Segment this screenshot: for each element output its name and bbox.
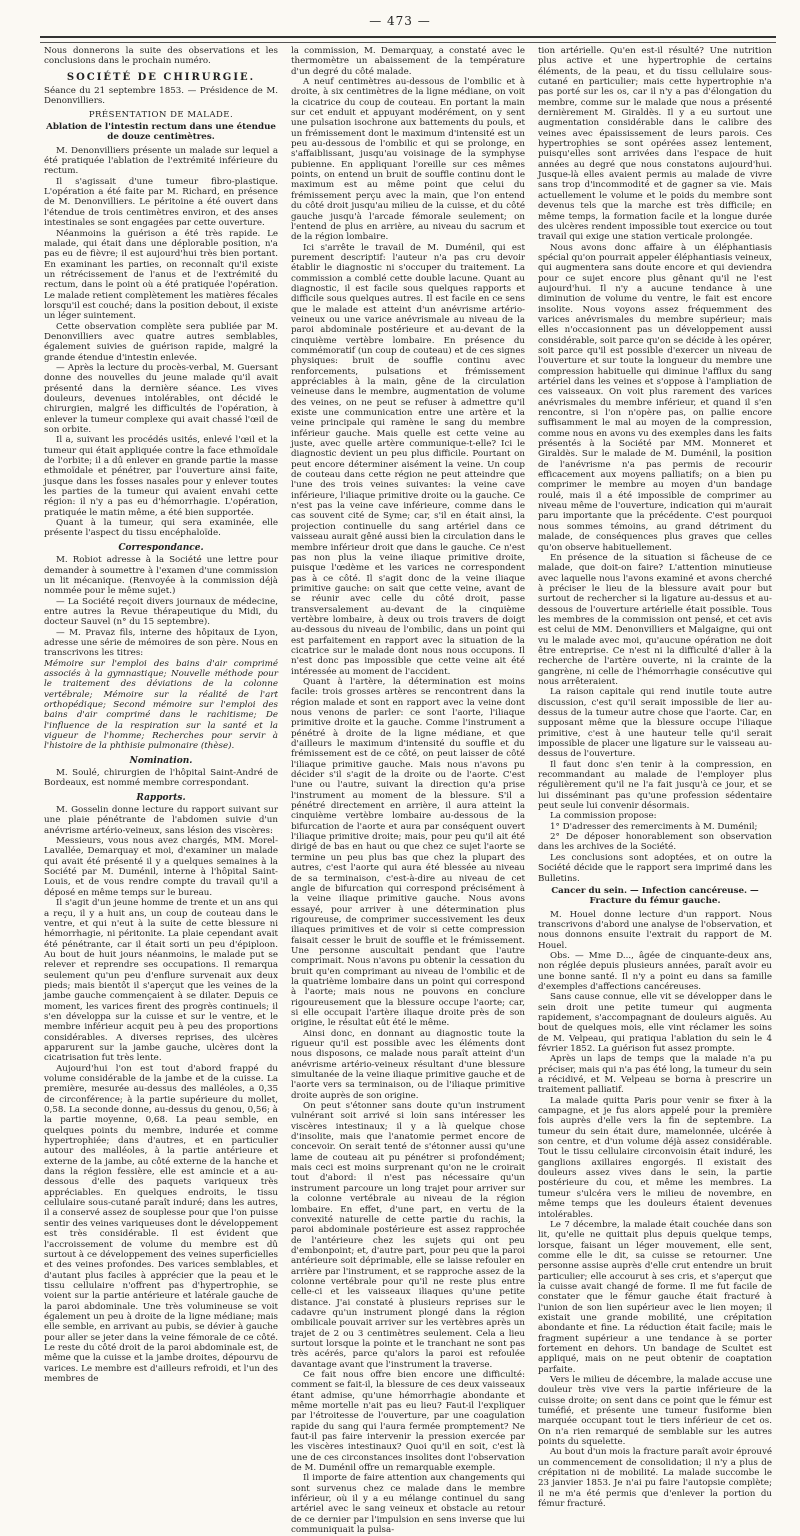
paragraph: La raison capitale qui rend inutile toute autre discussion, c'est qu'il serait impossible de lier au-dessus de la tumeur autre chose que l'aorte. Car, en supposant même que la blessure occupe l'iliaque primitive, c'est à une hauteur telle qu'il serait impossible de placer une ligature sur le vaisseau au-dessus de l'ouverture. (538, 687, 772, 760)
paragraph: Quant à la tumeur, qui sera examinée, elle présente l'aspect du tissu encéphaloïde. (44, 518, 278, 539)
text-columns (44, 46, 772, 1536)
paragraph: 1° D'adresser des remerciments à M. Duménil; (550, 821, 758, 832)
paragraph: Ici s'arrête le travail de M. Duménil, qui est purement descriptif: l'auteur n'a pas cru devoir établir le diagnostic ni s'occuper du traitement. La commission a comblé cette double lacune. Quant au diagnostic, il est facile sous quelques rapports et difficile sous quelques autres. Il est facile en ce sens que le malade est atteint d'un anévrisme artério-veineux ou une varice anévrismale au niveau de la paroi abdominale postérieure et au-devant de la cinquième vertèbre lombaire. En présence du commémoratif (un coup de couteau) et de ces signes physiques: bruit de souffle continu avec renforcements, pulsations et frémissement appréciables à la main, gêne de la circulation veineuse dans le membre, augmentation de volume des veines, on ne peut se refuser à admettre qu'il existe une communication entre une artère et la veine principale qui ramène le sang du membre inférieur gauche. Mais quelle est cette veine au juste, avec quelle artère communique-t-elle? Ici le diagnostic devient un peu plus difficile. Pourtant on peut encore déterminer aisément la veine. Un coup de couteau dans cette région ne peut atteindre que l'une des trois veines suivantes: la veine cave inférieure, l'iliaque primitive droite ou la gauche. Ce n'est pas la veine cave inférieure, comme dans le cas souvent cité de Syme; car, s'il en était ainsi, la projection continuelle du sang artériel dans ce vaisseau aurait gêné aussi bien la circulation dans le membre inférieur droit que dans le gauche. Ce n'est pas non plus la veine iliaque primitive droite, puisque l'œdème et les varices ne correspondent pas à ce côté. Il s'agit donc de la veine iliaque primitive gauche: on sait que cette veine, avant de se réunir avec celle du côté droit, passe transversalement au-devant de la cinquième vertèbre lombaire, à deux ou trois travers de doigt au-dessous du niveau de l'ombilic, dans un point qui est parfaitement en rapport avec la situation de la cicatrice sur le malade dont nous nous occupons. Il n'est donc pas impossible que cette veine ait été intéressée au moment de l'accident. (291, 242, 525, 677)
session-line: Séance du 21 septembre 1853. — Présidence de M. Denonvilliers. (44, 86, 278, 107)
subsection-heading: Nomination. (129, 755, 193, 766)
subsection-heading: Rapports. (136, 792, 186, 803)
paragraph: Il importe de faire attention aux changements qui sont survenus chez ce malade dans le membre inférieur, où il y a eu mélange continuel du sang artériel avec le sang veineux et obstacle au retour de ce dernier par l'impulsion en sens inverse que lui communiquait la pulsa- (291, 1473, 525, 1536)
paragraph: La commission propose: (550, 811, 657, 822)
paragraph: — La Société reçoit divers journaux de médecine, entre autres la Revue thérapeutique du Midi, du docteur Sauvel (n° du 15 septembre). (44, 596, 278, 628)
paragraph: Aujourd'hui l'on est tout d'abord frappé du volume considérable de la jambe et de la cuisse. La première, mesurée au-dessus des malléoles, a 0,35 de circonférence; à la partie supérieure du mollet, 0,58. La seconde donne, au-dessus du genou, 0,56; à la partie moyenne, 0,68. La peau semble, en quelques points du membre, indurée et comme hypertrophiée; dans d'autres, et en particulier autour des malléoles, à la partie antérieure et externe de la jambe, au côté externe de la hanche et dans la région fessière, elle est amincie et a au-dessous d'elle des paquets variqueux très appréciables. En quelques endroits, le tissu cellulaire sous-cutané paraît induré; dans les autres, il a conservé assez de souplesse pour que l'on puisse sentir des veines variqueuses dont le développement est très considérable. Il est évident que l'accroissement de volume du membre est dû surtout à ce développement des veines superficielles et des veines profondes. Des varices semblables, et d'autant plus faciles à apprécier que la peau et le tissu cellulaire n'offrent pas d'hypertrophie, se voient sur la partie antérieure et latérale gauche de la paroi abdominale. Une très volumineuse se voit également un peu à droite de la ligne médiane; mais elle semble, en arrivant au pubis, se dévier à gauche pour aller se jeter dans la veine fémorale de ce côté. Le reste du côté droit de la paroi abdominale est, de même que la cuisse et la jambe droites, dépourvu de varices. Le membre est d'ailleurs refroidi, et l'un des membres de (44, 1063, 278, 1384)
paragraph: Il s'agissait d'une tumeur fibro-plastique. L'opération a été faite par M. Richard, en présence de M. Denonvilliers. Le péritoine a été ouvert dans l'étendue de trois centimètres environ, et des anses intestinales se sont engagées par cette ouverture. (44, 176, 278, 229)
column-middle (291, 46, 525, 1536)
paragraph: — Après la lecture du procès-verbal, M. Guersant donne des nouvelles du jeune malade qu'il avait présenté dans la dernière séance. Les vives douleurs, devenues intolérables, ont décidé le chirurgien, malgré les difficultés de l'opération, à enlever la tumeur complexe qui avait chassé l'œil de son orbite. (44, 362, 278, 436)
paragraph: M. Houel donne lecture d'un rapport. Nous transcrivons d'abord une analyse de l'observation, et nous donnons ensuite l'extrait du rapport de M. Houel. (538, 909, 772, 951)
paragraph: Après un laps de temps que la malade n'a pu préciser, mais qui n'a pas été long, la tumeur du sein a récidivé, et M. Velpeau se borna à prescrire un traitement palliatif. (538, 1054, 772, 1096)
paragraph: Cette observation complète sera publiée par M. Denonvilliers avec quatre autres semblables, également suivies de guérison rapide, malgré la grande étendue d'intestin enlevée. (44, 321, 278, 363)
paragraph: Il faut donc s'en tenir à la compression, en recommandant au malade de l'employer plus régulièrement qu'il ne l'a fait jusqu'à ce jour, et se lui disséminant pas qu'une profession sédentaire peut seule lui convenir désormais. (538, 759, 772, 812)
paragraph: Messieurs, vous nous avez chargés, MM. Morel-Lavallée, Demarquay et moi, d'examiner un malade qui avait été présenté il y a quelques semaines à la Société par M. Duménil, interne à l'hôpital Saint-Louis, et de vous rendre compte du travail qu'il a déposé en même temps sur le bureau. (44, 836, 278, 898)
paragraph: Il s'agit d'un jeune homme de trente et un ans qui a reçu, il y a huit ans, un coup de couteau dans le ventre, et qui n'eut à la suite de cette blessure ni hémorrhagie, ni péritonite. La plaie cependant avait été pénétrante, car il était sorti un peu d'épiploon. Au bout de huit jours néanmoins, le malade put se relever et reprendre ses occupations. Il remarqua seulement qu'un peu d'enflure survenait aux deux pieds; mais bientôt il s'aperçut que les veines de la jambe gauche commençaient à se dilater. Depuis ce moment, les varices firent des progrès continuels; il s'en développa sur la cuisse et sur le ventre, et le membre inférieur acquit peu à peu des proportions considérables. A diverses reprises, des ulcères apparurent sur la jambe gauche, ulcères dont la cicatrisation fut très lente. (44, 898, 278, 1064)
section-title: SOCIÉTÉ DE CHIRURGIE. (66, 71, 256, 83)
paragraph: En présence de la situation si fâcheuse de ce malade, que doit-on faire? L'attention minutieuse avec laquelle nous l'avons examiné et avons cherché à préciser le lieu de la blessure avait pour but surtout de rechercher si la ligature au-dessus et au-dessous de l'ouverture artérielle était possible. Tous les membres de la commission ont pensé, et cet avis est celui de MM. Denonvilliers et Malgaigne, qui ont vu le malade avec moi, qu'aucune opération ne doit être entreprise. Ce n'est ni la difficulté d'aller à la recherche de l'artère ouverte, ni la crainte de la gangrène, ni celle de l'hémorrhagie consécutive qui nous arrêteraient. (538, 552, 772, 687)
memoir-titles: Mémoire sur l'emploi des bains d'air comprimé associés à la gymnastique; Nouvelle méthode pour le traitement des déviations de la colonne vertébrale; Mémoire sur la réalité de l'art orthopédique; Second mémoire sur l'emploi des bains d'air comprimé dans le rachitisme; De l'influence de la respiration sur la santé et la vigueur de l'homme; Recherches pour servir à l'histoire de la phthisie pulmonaire (thèse). (44, 658, 278, 752)
article-title: Ablation de l'intestin rectum dans une étendue de douze centimètres. (46, 122, 276, 143)
paragraph: la commission, M. Demarquay, a constaté avec le thermomètre un abaissement de la température d'un degré du côté malade. (291, 46, 525, 77)
paragraph: Il a, suivant les procédés usités, enlevé l'œil et la tumeur qui était appliquée contre la face ethmoïdale de l'orbite; il a dû enlever en grande partie la masse ethmoïdale et pénétrer, par l'ouverture ainsi faite, jusque dans les fosses nasales pour y enlever toutes les parties de la tumeur qui avaient envahi cette région: il n'y a pas eu d'hémorrhagie. L'opération, pratiquée le matin même, a été bien supportée. (44, 435, 278, 518)
subsection-heading: Correspondance. (118, 542, 204, 553)
paragraph: On peut s'étonner sans doute qu'un instrument vulnérant soit arrivé si loin sans intéresser les viscères intestinaux; il y a là quelque chose d'insolite, mais que l'anatomie permet encore de concevoir. On serait tenté de s'étonner aussi qu'une lame de couteau ait pu pénétrer si profondément; mais ceci est moins surprenant qu'on ne le croirait tout d'abord: il n'est pas nécessaire qu'un instrument parcoure un long trajet pour arriver sur la colonne vertébrale au niveau de la région lombaire. En effet, d'une part, en vertu de la convexité naturelle de cette partie du rachis, la paroi abdominale postérieure est assez rapprochée de l'antérieure chez les sujets qui ont peu d'embonpoint; et, d'autre part, pour peu que la paroi antérieure soit déprimable, elle se laisse refouler en arrière par l'instrument, et se rapproche assez de la colonne vertébrale pour qu'il ne reste plus entre celle-ci et les vaisseaux iliaques qu'une petite distance. J'ai constaté à plusieurs reprises sur le cadavre qu'un instrument plongé dans la région ombilicale pouvait arriver sur les vertèbres après un trajet de 2 ou 3 centimètres seulement. Cela a lieu surtout lorsque la pointe et le tranchant ne sont pas très acérés, parce qu'alors la paroi est refoulée davantage avant que l'instrument la traverse. (291, 1101, 525, 1370)
paragraph: M. Denonvilliers présente un malade sur lequel a été pratiquée l'ablation de l'extrémité inférieure du rectum. (44, 145, 278, 177)
column-right (538, 46, 772, 1510)
paragraph: Néanmoins la guérison a été très rapide. Le malade, qui était dans une déplorable position, n'a pas eu de fièvre; il est aujourd'hui très bien portant. En examinant les parties, on reconnaît qu'il existe un rétrécissement de l'anus et de l'extrémité du rectum, dans le point où a été pratiquée l'opération. Le malade retient complètement les matières fécales lorsqu'il est couché; dans la position debout, il existe un léger suintement. (44, 228, 278, 322)
paragraph: M. Soulé, chirurgien de l'hôpital Saint-André de Bordeaux, est nommé membre correspondant. (44, 768, 278, 789)
paragraph: Les conclusions sont adoptées, et on outre la Société décide que le rapport sera imprimé dans les Bulletins. (538, 852, 772, 884)
paragraph: Quant à l'artère, la détermination est moins facile: trois grosses artères se rencontrent dans la région malade et sont en rapport avec la veine dont nous venons de parler: ce sont l'aorte, l'iliaque primitive droite et la gauche. Comme l'instrument a pénétré à droite de la ligne médiane, et que d'ailleurs le maximum d'intensité du souffle et du frémissement est de ce côté, on peut laisser de côté l'iliaque primitive gauche. Mais nous n'avons pu décider s'il s'agit de la droite ou de l'aorte. C'est l'une ou l'autre, suivant la direction qu'a prise l'instrument au moment de la blessure. S'il a pénétré directement en arrière, il aura atteint la cinquième vertèbre lombaire au-dessous de la bifurcation de l'aorte et aura par conséquent ouvert l'iliaque primitive droite; mais, pour peu qu'il ait été dirigé de bas en haut ou que chez ce sujet l'aorte se termine un peu plus bas que chez la plupart des autres, c'est l'aorte qui aura été blessée au niveau de sa terminaison, c'est-à-dire au niveau de cet angle de bifurcation qui correspond précisément à la veine iliaque primitive gauche. Nous avons essayé, pour arriver à une détermination plus rigoureuse, de comprimer successivement les deux iliaques primitives et de voir si cette compression faisait cesser le bruit de souffle et le frémissement. Une personne auscultait pendant que l'autre comprimait. Nous n'avons pu obtenir la cessation du bruit qu'en comprimant au niveau de l'ombilic et de la quatrième lombaire dans un point qui correspond à l'aorte; mais nous ne pouvons en conclure rigoureusement que la blessure occupe l'aorte; car, si elle occupait l'artère iliaque droite près de son origine, le résultat eût été le même. (291, 676, 525, 1029)
paragraph: A neuf centimètres au-dessous de l'ombilic et à droite, à six centimètres de la ligne médiane, on voit la cicatrice du coup de couteau. En portant la main sur cet enduit et appuyant modérément, on y sent une pulsation isochrone aux battements du pouls, et un frémissement dont le maximum d'intensité est un peu au-dessous de l'ombilic et qui se prolonge, en s'affaiblissant, jusqu'au voisinage de la symphyse pubienne. En appliquant l'oreille sur ces mêmes points, on entend un bruit de souffle continu dont le maximum est au même point que celui du frémissement perçu avec la main, que l'on entend du côté droit jusqu'au milieu de la cuisse, et du côté gauche jusqu'à l'arcade fémorale seulement; on l'entend de plus en arrière, au niveau du sacrum et de la région lombaire. (291, 77, 525, 243)
page-number: — 473 — (369, 14, 431, 28)
paragraph: tion artérielle. Qu'en est-il résulté? Une nutrition plus active et une hypertrophie de certains éléments, de la peau, et du tissu cellulaire sous-cutané en particulier; mais cette hypertrophie n'a pas porté sur les os, car il n'y a pas d'élongation du membre, comme sur le malade que nous a présenté dernièrement M. Giraldès. Il y a eu surtout une augmentation considérable dans le calibre des veines avec épaississement de leurs parois. Ces hypertrophies se sont opérées assez lentement, puisqu'elles sont arrivées dans l'espace de huit années au degré que nous constatons aujourd'hui. Jusque-là elles avaient permis au malade de vivre sans trop d'incommodité et de gagner sa vie. Mais actuellement le volume et le poids du membre sont devenus tels que la marche est très difficile; en même temps, la formation facile et la longue durée des ulcères rendent impossible tout exercice ou tout travail qui exige une station verticale prolongée. (538, 46, 772, 243)
paragraph: Ce fait nous offre bien encore une difficulté: comment se fait-il, la blessure de ces deux vaisseaux étant admise, qu'une hémorrhagie abondante et même mortelle n'ait pas eu lieu? Faut-il l'expliquer par l'étroitesse de l'ouverture, par une coagulation rapide du sang qui l'aura fermée promptement? Ne faut-il pas faire intervenir la pression exercée par les viscères intestinaux? Quoi qu'il en soit, c'est là une de ces circonstances insolites dont l'observation de M. Duménil offre un remarquable exemple. (291, 1370, 525, 1474)
paragraph: Nous donnerons la suite des observations et les conclusions dans le prochain numéro. (44, 46, 278, 67)
paragraph: 2° De déposer honorablement son observation dans les archives de la Société. (538, 832, 772, 853)
paragraph: M. Gosselin donne lecture du rapport suivant sur une plaie pénétrante de l'abdomen suivie d'un anévrisme artério-veineux, sans lésion des viscères: (44, 805, 278, 836)
paragraph: Sans cause connue, elle vit se développer dans le sein droit une petite tumeur qui augmenta rapidement, s'accompagnant de douleurs aiguës. Au bout de quelques mois, elle vint réclamer les soins de M. Velpeau, qui pratiqua l'ablation du sein le 4 février 1852. La guérison fut assez prompte. (538, 992, 772, 1054)
paragraph: Ainsi donc, en donnant au diagnostic toute la rigueur qu'il est possible avec les éléments dont nous disposons, ce malade nous paraît atteint d'un anévrisme artério-veineux résultant d'une blessure simultanée de la veine iliaque primitive gauche et de l'aorte vers sa terminaison, ou de l'iliaque primitive droite auprès de son origine. (291, 1028, 525, 1101)
paragraph: M. Robiot adresse à la Société une lettre pour demander à soumettre à l'examen d'une commission un lit mécanique. (Renvoyée à la commission déjà nommée pour le même sujet.) (44, 555, 278, 597)
subsection-heading: PRÉSENTATION DE MALADE. (88, 109, 234, 120)
paragraph: La malade quitta Paris pour venir se fixer à la campagne, et je fus alors appelé pour la première fois auprès d'elle vers la fin de septembre. La tumeur du sein était dure, mamelonnée, ulcérée à son centre, et d'un volume déjà assez considérable. Tout le tissu cellulaire circonvoisin était induré, les ganglions axillaires engorgés. Il existait des douleurs assez vives dans le sein, la partie postérieure du cou, et même les membres. La tumeur s'ulcéra vers le milieu de novembre, en même temps que les douleurs étaient devenues intolérables. (538, 1095, 772, 1220)
paragraph: Obs. — Mme D..., âgée de cinquante-deux ans, non réglée depuis plusieurs années, paraît avoir eu une bonne santé. Il n'y a point eu dans sa famille d'exemples d'affections cancéreuses. (538, 950, 772, 992)
paragraph: — M. Pravaz fils, interne des hôpitaux de Lyon, adresse une série de mémoires de son père. Nous en transcrivons les titres: (44, 627, 278, 659)
header-rule (40, 36, 776, 43)
paragraph: Le 7 décembre, la malade était couchée dans son lit, qu'elle ne quittait plus depuis quelque temps, lorsque, faisant un léger mouvement, elle sent, comme elle le dit, sa cuisse se retourner. Une personne assise auprès d'elle crut entendre un bruit particulier; elle accourut à ses cris, et s'aperçut que la cuisse avait changé de forme. Il me fut facile de constater que le fémur gauche était fracturé à l'union de son lien supérieur avec le lien moyen; il existait une grande mobilité, une crépitation abondante et fine. La réduction était facile; mais le fragment supérieur a une tendance à se porter fortement en dehors. Un bandage de Scultet est appliqué, mais on ne peut obtenir de coaptation parfaite. (538, 1219, 772, 1375)
paragraph: Au bout d'un mois la fracture paraît avoir éprouvé un commencement de consolidation; il n'y a plus de crépitation ni de mobilité. La malade succombe le 23 janvier 1853. Je n'ai pu faire l'autopsie complète; il ne m'a été permis que d'enlever la portion du fémur fracturé. (538, 1447, 772, 1510)
paragraph: Vers le milieu de décembre, la malade accuse une douleur très vive vers la partie inférieure de la cuisse droite; on sent dans ce point que le fémur est tuméfié, et présente une tumeur fusiforme bien marquée occupant tout le tiers inférieur de cet os. On n'a rien remarqué de semblable sur les autres points du squelette. (538, 1375, 772, 1448)
column-left (44, 46, 278, 1384)
paragraph: Nous avons donc affaire à un éléphantiasis spécial qu'on pourrait appeler éléphantiasis veineux, qui augmentera sans doute encore et qui deviendra pour ce sujet encore plus gênant qu'il ne l'est aujourd'hui. Il n'y a aucune tendance à une diminution de volume du ventre, le fait est encore insolite. Nous voyons assez fréquemment des varices anévrismales du membre supérieur; mais elles n'occasionnent pas un développement aussi considérable, soit parce qu'on se décide à les opérer, soit parce qu'il est possible d'exercer un niveau de l'ouverture et sur toute la longueur du membre une compression habituelle qui diminue l'afflux du sang artériel dans les veines et s'oppose à l'ampliation de ces vaisseaux. On voit plus rarement des varices anévrismales du membre inférieur, et quand il s'en rencontre, si l'on n'opère pas, on pallie encore suffisamment le mal au moyen de la compression, comme nous en avons vu des exemples dans les faits présentés à la Société par MM. Monneret et Giraldès. Sur le malade de M. Duménil, la position de l'anévrisme n'a pas permis de recourir efficacement aux moyens palliatifs; on a bien pu comprimer le membre au moyen d'un bandage roulé, mais il a été impossible de comprimer au niveau même de l'ouverture, indication qui m'aurait paru importante que la précédente. C'est pourquoi nous sommes témoins, au grand détriment du malade, de conséquences plus graves que celles qu'on observe habituellement. (538, 242, 772, 553)
article-title: Cancer du sein. — Infection cancéreuse. — Fracture du fémur gauche. (551, 885, 759, 907)
